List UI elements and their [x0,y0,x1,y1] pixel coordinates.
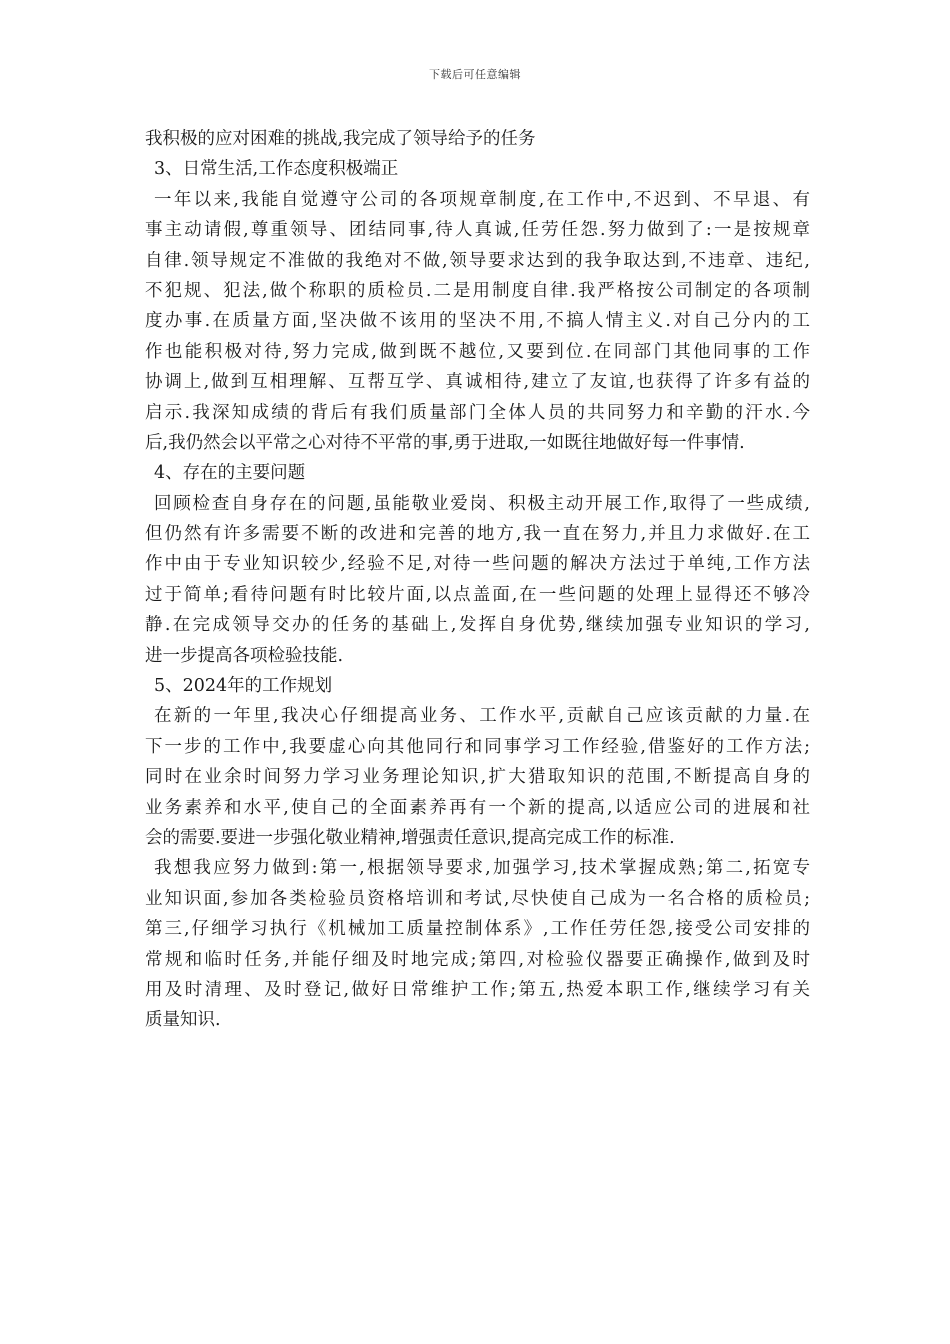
text-line: 下一步的工作中,我要虚心向其他同行和同事学习工作经验,借鉴好的工作方法; [145,736,810,757]
paragraph [145,124,810,154]
text-line: 作中由于专业知识较少,经验不足,对待一些问题的解决方法过于单纯,工作方法 [145,554,810,575]
paragraph [145,853,810,1035]
text-line: 进一步提高各项检验技能. [145,645,344,666]
text-line: 质量知识. [145,1010,221,1031]
text-line: 自律.领导规定不准做的我绝对不做,领导要求达到的我争取达到,不违章、违纪, [145,250,810,271]
text-line: 在新的一年里,我决心仔细提高业务、工作水平,贡献自己应该贡献的力量.在 [154,706,810,727]
text-line: 过于简单;看待问题有时比较片面,以点盖面,在一些问题的处理上显得还不够冷 [145,584,810,605]
text-line: 我积极的应对困难的挑战,我完成了领导给予的任务 [145,129,536,149]
text-line: 会的需要.要进一步强化敬业精神,增强责任意识,提高完成工作的标准. [145,827,675,848]
text-line: 同时在业余时间努力学习业务理论知识,扩大猎取知识的范围,不断提高自身的 [145,767,810,788]
section-heading [145,458,810,488]
text-line: 5、2024年的工作规划 [154,676,333,697]
paragraph [145,489,810,671]
text-line: 用及时清理、及时登记,做好日常维护工作;第五,热爱本职工作,继续学习有关 [145,979,810,1000]
text-line: 业知识面,参加各类检验员资格培训和考试,尽快使自己成为一名合格的质检员; [145,888,810,909]
text-line: 常规和临时任务,并能仔细及时地完成;第四,对检验仪器要正确操作,做到及时 [145,949,810,970]
text-line: 我想我应努力做到:第一,根据领导要求,加强学习,技术掌握成熟;第二,拓宽专 [154,858,810,879]
paragraph [145,185,810,459]
document-body [145,124,810,1036]
text-line: 业务素养和水平,使自己的全面素养再有一个新的提高,以适应公司的进展和社 [145,797,810,818]
page-header: 下载后可任意编辑 [429,68,521,81]
text-line: 静.在完成领导交办的任务的基础上,发挥自身优势,继续加强专业知识的学习, [145,615,810,636]
text-line: 回顾检查自身存在的问题,虽能敬业爱岗、积极主动开展工作,取得了一些成绩, [154,493,810,514]
text-line: 事主动请假,尊重领导、团结同事,待人真诚,任劳任怨.努力做到了:一是按规章 [145,220,810,241]
paragraph [145,701,810,853]
text-line: 作也能积极对待,努力完成,做到既不越位,又要到位.在同部门其他同事的工作 [145,341,810,362]
text-line: 3、日常生活,工作态度积极端正 [154,159,399,180]
section-heading [145,671,810,701]
text-line: 第三,仔细学习执行《机械加工质量控制体系》,工作任劳任怨,接受公司安排的 [145,919,810,940]
text-line: 协调上,做到互相理解、互帮互学、真诚相待,建立了友谊,也获得了许多有益的 [145,372,810,393]
text-line: 但仍然有许多需要不断的改进和完善的地方,我一直在努力,并且力求做好.在工 [145,524,810,545]
text-line: 4、存在的主要问题 [154,463,306,484]
text-line: 启示.我深知成绩的背后有我们质量部门全体人员的共同努力和辛勤的汗水.今 [145,402,810,423]
text-line: 后,我仍然会以平常之心对待不平常的事,勇于进取,一如既往地做好每一件事情. [145,432,745,453]
text-line: 不犯规、犯法,做个称职的质检员.二是用制度自律.我严格按公司制定的各项制 [145,280,810,301]
text-line: 度办事.在质量方面,坚决做不该用的坚决不用,不搞人情主义.对自己分内的工 [145,311,810,332]
section-heading [145,154,810,184]
text-line: 一年以来,我能自觉遵守公司的各项规章制度,在工作中,不迟到、不早退、有 [154,189,810,210]
